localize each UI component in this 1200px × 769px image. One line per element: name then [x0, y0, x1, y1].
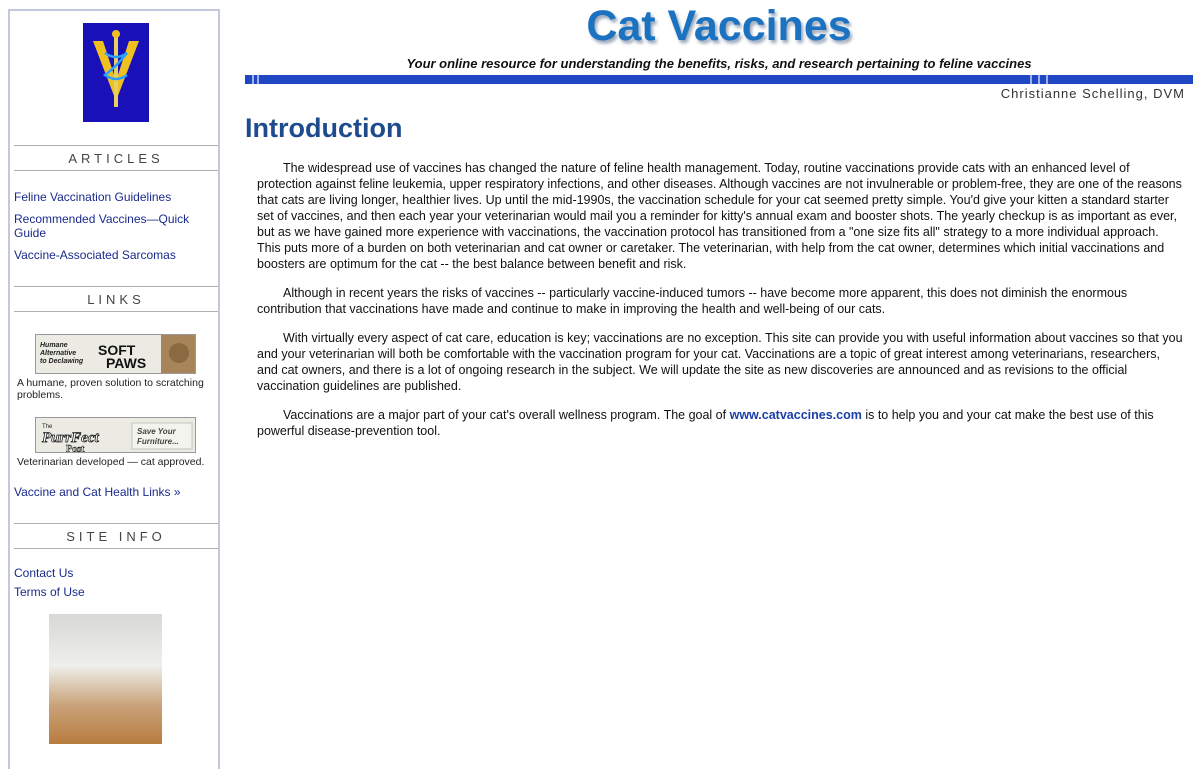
articles-heading: ARTICLES	[14, 145, 218, 171]
soft-paws-caption: A humane, proven solution to scratching problems.	[17, 377, 204, 401]
svg-text:Furniture...: Furniture...	[137, 437, 179, 446]
site-title: Cat Vaccines	[586, 2, 852, 50]
sidebar-link-recommended-vaccines[interactable]: Recommended Vaccines—Quick Guide	[14, 212, 190, 240]
paragraph-text: Vaccinations are a major part of your cat's overall wellness program. The goal of	[283, 408, 730, 422]
svg-text:Humane: Humane	[40, 342, 68, 349]
site-tagline: Your online resource for understanding the benefits, risks, and research pertaining to feline vaccines	[406, 56, 1032, 71]
links-heading: LINKS	[14, 286, 218, 312]
author-name: Christianne Schelling, DVM	[1000, 86, 1185, 101]
bar-notch	[257, 75, 259, 84]
svg-text:PAWS: PAWS	[106, 355, 147, 371]
bar-notch	[252, 75, 254, 84]
bar-notch	[1030, 75, 1032, 84]
bar-notch	[1046, 75, 1048, 84]
health-links-link[interactable]: Vaccine and Cat Health Links »	[14, 485, 181, 499]
terms-of-use-link[interactable]: Terms of Use	[14, 585, 85, 599]
svg-text:Alternative: Alternative	[40, 350, 77, 357]
soft-paws-ad[interactable]	[35, 334, 196, 374]
site-url-link[interactable]: www.catvaccines.com	[729, 408, 862, 422]
article-body	[257, 160, 1183, 452]
svg-text:The: The	[42, 424, 53, 430]
bar-notch	[1038, 75, 1040, 84]
caduceus-logo[interactable]	[83, 23, 149, 122]
svg-text:SOFT: SOFT	[98, 342, 136, 358]
purrfect-post-caption: Veterinarian developed — cat approved.	[17, 456, 205, 468]
sidebar-link-sarcomas[interactable]: Vaccine-Associated Sarcomas	[14, 248, 176, 262]
header-divider-bar	[245, 75, 1193, 84]
svg-text:to Declawing: to Declawing	[40, 358, 84, 365]
contact-us-link[interactable]: Contact Us	[14, 566, 74, 580]
paragraph: With virtually every aspect of cat care, education is key; vaccinations are no exception. This site can provide you with useful information about vaccines so that you and your veterinarian will both be comfortable with the vaccination program for your cat. Vaccinations are a topic of great interest among veterinarians, researchers, and cat owners, and there is a lot of ongoing research in the subject. We will update the site as new discoveries are announced and as revisions to the official vaccination guidelines are published.	[257, 331, 1183, 393]
svg-text:PurrFect: PurrFect	[42, 430, 99, 446]
veterinarian-with-cat-photo	[49, 614, 162, 744]
purrfect-post-ad[interactable]	[35, 417, 196, 453]
sidebar-link-vaccination-guidelines[interactable]: Feline Vaccination Guidelines	[14, 190, 172, 204]
paragraph: The widespread use of vaccines has changed the nature of feline health management. Today, routine vaccinations provide cats with an enhanced level of protection against feline leukemia, upper respiratory infections, and other diseases. Although vaccines are not invulnerable or problem-free, they are one of the reasons that cats are living longer, healthier lives. Up until the mid-1990s, the vaccination schedule for your cat seemed pretty simple. You'd give your kitten a standard starter set of vaccines, and then each year your veterinarian would mail you a reminder for kitty's annual exam and booster shots. The yearly checkup is as important as ever, but as we have gained more experience with vaccinations, the vaccination protocol has transitioned from a "one size fits all" strategy to a more individual approach. This puts more of a burden on both veterinarian and cat owner or caretaker. The veterinarian, with help from the cat owner, determines which initial vaccinations and boosters are optimum for the cat -- the best balance between benefit and risk.	[257, 161, 1182, 271]
svg-text:Post: Post	[66, 444, 85, 453]
paragraph-text: is to help you and your cat make the best use of this powerful disease-prevention tool.	[257, 408, 1154, 438]
svg-text:Save Your: Save Your	[137, 427, 176, 436]
paragraph	[257, 407, 1183, 439]
site-info-heading: SITE INFO	[14, 523, 218, 549]
paragraph: Although in recent years the risks of vaccines -- particularly vaccine-induced tumors -- have become more apparent, this does not diminish the enormous contribution that vaccinations have made and continue to make in improving the health and well-being of our cats.	[257, 286, 1128, 316]
page-heading: Introduction	[245, 113, 403, 143]
